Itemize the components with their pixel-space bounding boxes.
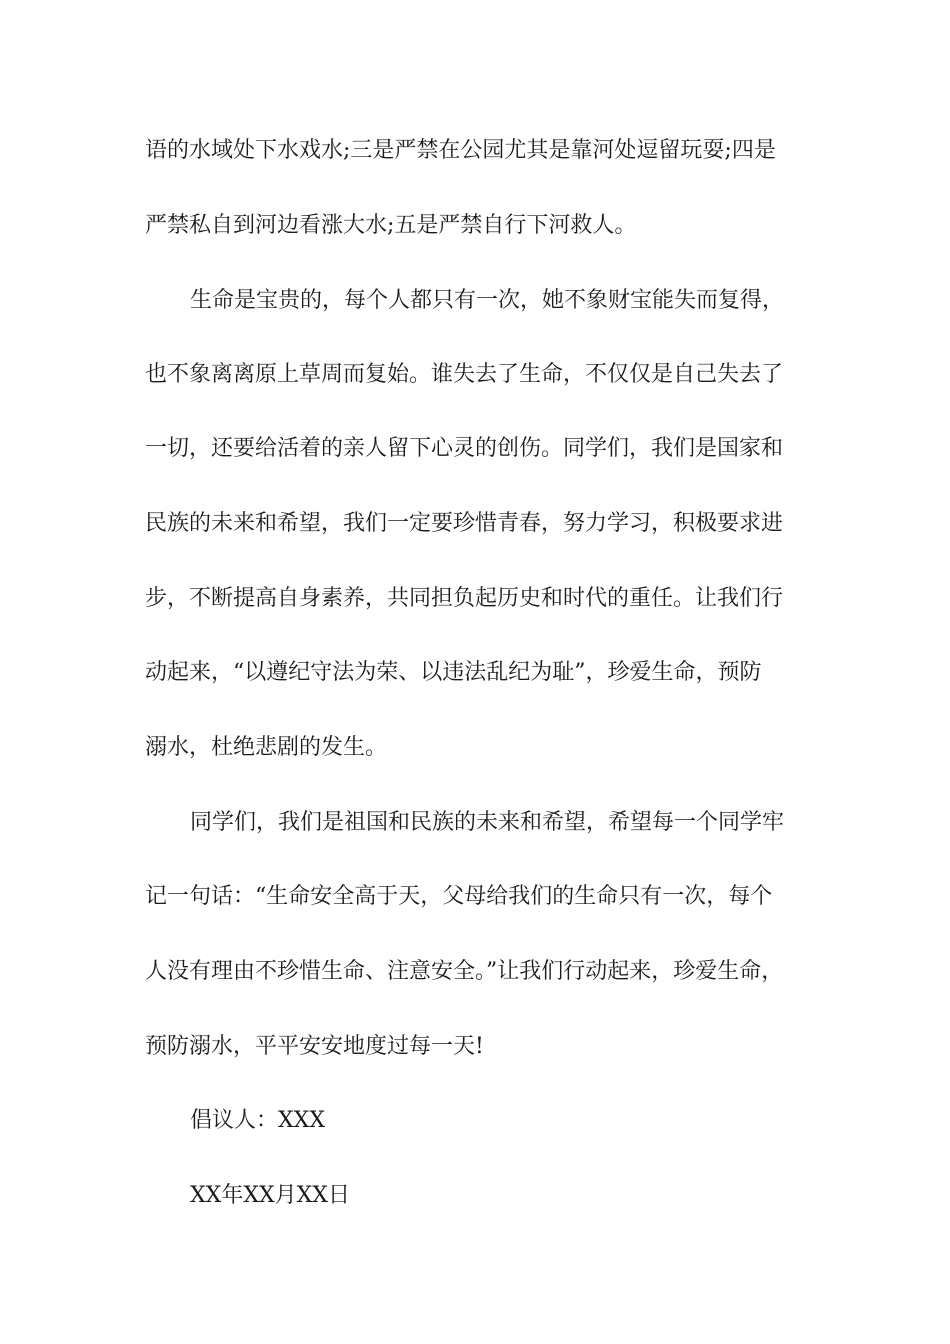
paragraph-line: 预防溺水，平平安安地度过每一天! [145,1034,484,1059]
paragraph-line: 一切，还要给活着的亲人留下心灵的创伤。同学们，我们是国家和 [145,436,784,461]
signature-date: XX年XX月XX日 [190,1183,350,1208]
paragraph-line: 动起来，“以遵纪守法为荣、以违法乱纪为耻”，珍爱生命，预防 [145,660,762,685]
paragraph-first-line: 同学们，我们是祖国和民族的未来和希望，希望每一个同学牢 [190,810,785,835]
paragraph-line: 记一句话：“生命安全高于天，父母给我们的生命只有一次，每个 [145,884,773,909]
paragraph-line: 严禁私自到河边看涨大水;五是严禁自行下河救人。 [145,213,637,238]
signature-initiator: 倡议人：XXX [190,1108,325,1133]
paragraph-line: 民族的未来和希望，我们一定要珍惜青春，努力学习，积极要求进 [145,511,784,536]
paragraph-line: 语的水域处下水戏水;三是严禁在公园尤其是靠河处逗留玩耍;四是 [145,138,776,163]
paragraph-line: 溺水，杜绝悲剧的发生。 [145,735,388,760]
paragraph-line: 人没有理由不珍惜生命、注意安全。”让我们行动起来，珍爱生命， [145,959,784,984]
paragraph-first-line: 生命是宝贵的，每个人都只有一次，她不象财宝能失而复得， [190,288,785,313]
paragraph-line: 步，不断提高自身素养，共同担负起历史和时代的重任。让我们行 [145,586,784,611]
paragraph-line: 也不象离离原上草周而复始。谁失去了生命，不仅仅是自己失去了 [145,362,784,387]
